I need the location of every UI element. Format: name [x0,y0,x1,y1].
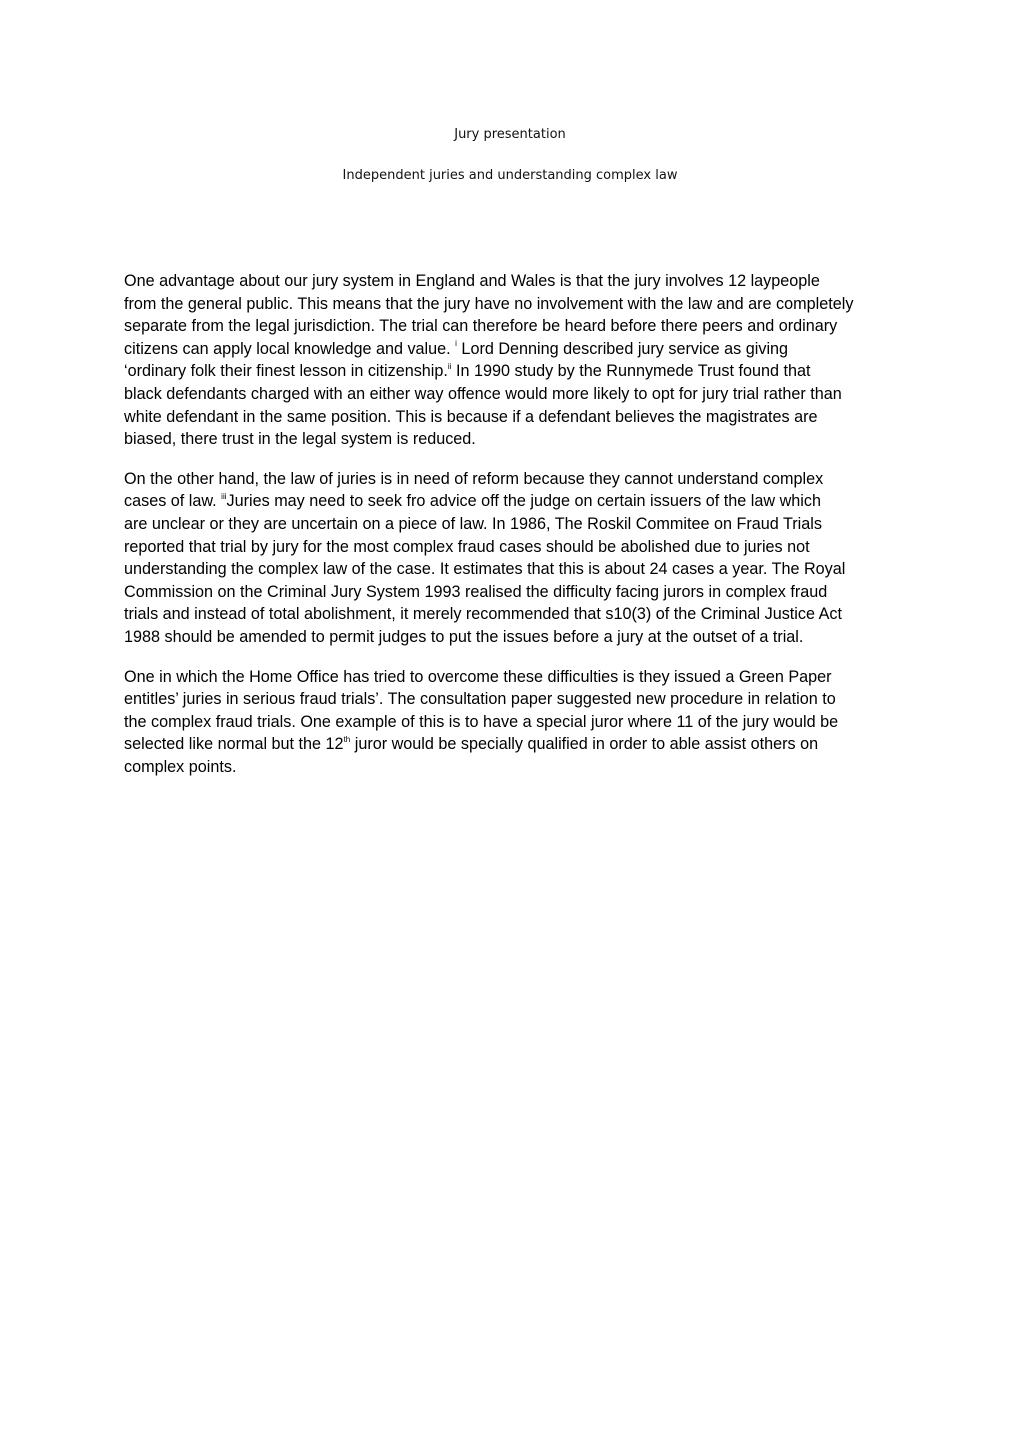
paragraph-3-line-4 [124,733,900,756]
paragraph-2-line-2 [124,490,900,513]
paragraph-2-line-4: reported that trial by jury for the most complex fraud cases should be abolished due to juries not [124,537,810,556]
paragraph-3-line-5: complex points. [124,757,237,776]
paragraph-3-line-2: entitles’ juries in serious fraud trials’. The consultation paper suggested new procedure in relation to [124,690,836,709]
paragraph-2-line-3: are unclear or they are uncertain on a piece of law. In 1986, The Roskil Commitee on Fraud Trials [124,514,822,533]
document-subtitle: Independent juries and understanding complex law [342,168,678,183]
paragraph-1 [124,270,900,451]
text-segment: cases of law. [124,492,222,511]
text-segment: ‘ordinary folk their finest lesson in citizenship. [124,362,448,381]
paragraph-1-line-2: from the general public. This means that the jury have no involvement with the law and are completely [124,294,854,313]
paragraph-2-line-7: trials and instead of total abolishment, it merely recommended that s10(3) of the Criminal Justice Act [124,605,842,624]
paragraph-2-line-8: 1988 should be amended to permit judges to put the issues before a jury at the outset of a trial. [124,627,804,646]
paragraph-1-line-7: white defendant in the same position. This is because if a defendant believes the magistrates are [124,407,818,426]
document-title: Jury presentation [454,127,566,142]
paragraph-1-line-3: separate from the legal jurisdiction. The trial can therefore be heard before there peers and ordinary [124,317,838,336]
paragraph-2-line-5: understanding the complex law of the case. It estimates that this is about 24 cases a year. The Royal [124,560,846,579]
paragraph-1-line-1: One advantage about our jury system in England and Wales is that the jury involves 12 laypeople [124,272,820,290]
paragraph-3 [124,666,900,779]
text-segment: juror would be specially qualified in order to able assist others on [350,735,819,754]
text-segment: Juries may need to seek fro advice off the judge on certain issuers of the law which [226,492,821,511]
ordinal-suffix: th [343,734,351,744]
paragraph-2 [124,468,900,649]
paragraph-2-line-6: Commission on the Criminal Jury System 1993 realised the difficulty facing jurors in complex fraud [124,582,828,601]
paragraph-1-line-8: biased, there trust in the legal system is reduced. [124,430,476,449]
text-segment: citizens can apply local knowledge and value. [124,339,451,358]
footnote-ref-i[interactable]: i [455,339,457,349]
paragraph-2-line-1: On the other hand, the law of juries is in need of reform because they cannot understand complex [124,469,824,488]
footnote-ref-iii[interactable]: iii [221,491,227,501]
text-segment: selected like normal but the 12 [124,735,344,754]
text-segment: Lord Denning described jury service as giving [456,339,789,358]
footnote-ref-ii[interactable]: ii [447,361,452,371]
paragraph-1-line-5 [124,360,900,383]
paragraph-1-line-6: black defendants charged with an either way offence would more likely to opt for jury trial rather than [124,384,842,403]
paragraph-3-line-3: the complex fraud trials. One example of this is to have a special juror where 11 of the jury would be [124,712,839,731]
text-segment: In 1990 study by the Runnymede Trust found that [451,362,811,381]
paragraph-3-line-1: One in which the Home Office has tried to overcome these difficulties is they issued a Green Paper [124,667,832,686]
paragraph-1-line-4 [124,338,900,361]
document-body [124,270,900,795]
